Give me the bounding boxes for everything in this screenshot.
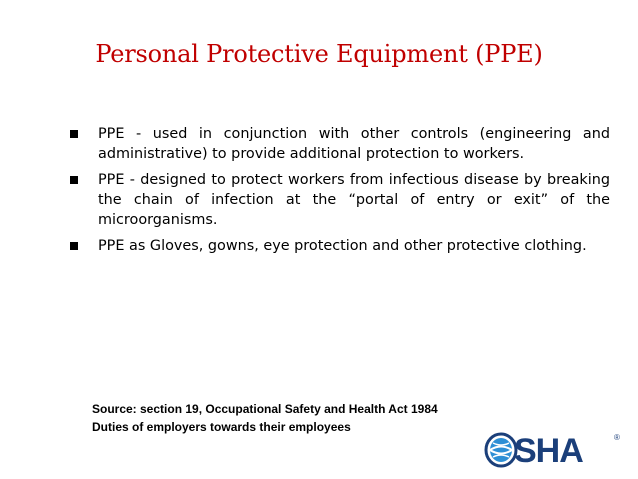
bullet-text: PPE - designed to protect workers from infectious disease by breaking the chain of infection at the “portal of entry or exit” of the microorganisms. (98, 172, 610, 228)
slide-title: Personal Protective Equipment (PPE) (95, 40, 543, 68)
bullet-text: PPE - used in conjunction with other controls (engineering and administrative) to provide additional protection to workers. (98, 126, 610, 162)
bullet-item (70, 170, 610, 230)
square-bullet-icon (70, 130, 78, 138)
registered-mark: ® (614, 433, 620, 442)
bullet-item (70, 124, 610, 164)
logo-wordmark: SHA (514, 432, 583, 470)
globe-icon (484, 431, 518, 469)
bullet-text: PPE as Gloves, gowns, eye protection and other protective clothing. (98, 238, 587, 254)
square-bullet-icon (70, 176, 78, 184)
square-bullet-icon (70, 242, 78, 250)
source-line: Duties of employers towards their employees (92, 420, 351, 434)
source-citation (92, 400, 512, 436)
source-line: Source: section 19, Occupational Safety and Health Act 1984 (92, 402, 438, 416)
osha-logo (484, 431, 626, 471)
bullet-item (70, 236, 610, 256)
bullet-list (70, 124, 610, 262)
